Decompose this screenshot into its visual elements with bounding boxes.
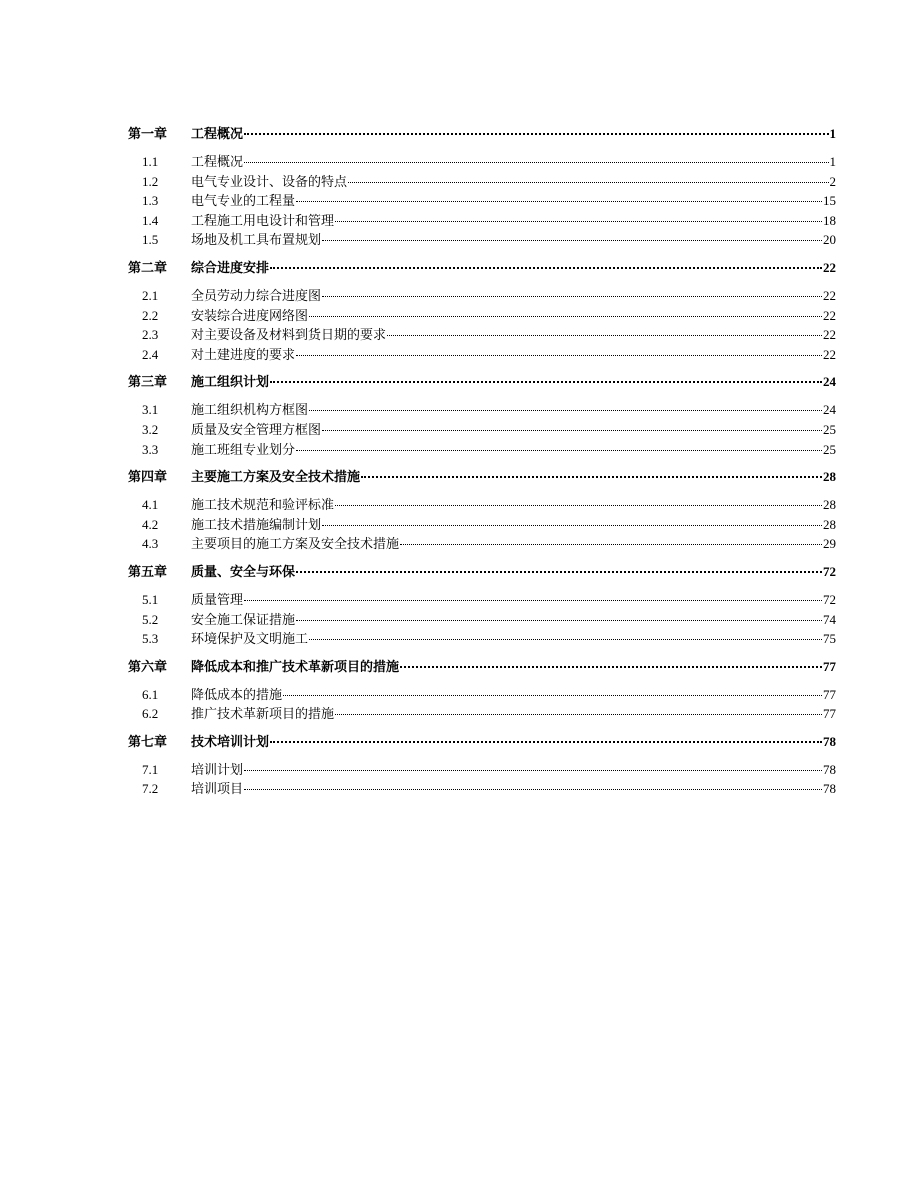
section-title: 对主要设备及材料到货日期的要求 <box>191 328 387 344</box>
page-number: 77 <box>823 706 836 722</box>
page-number: 75 <box>823 631 836 647</box>
page-number: 22 <box>823 346 836 362</box>
toc-section-entry[interactable] <box>128 399 836 419</box>
toc-section-entry[interactable] <box>128 190 836 210</box>
dot-leader <box>387 335 822 336</box>
dot-leader <box>348 182 828 183</box>
toc-section-entry[interactable] <box>128 684 836 704</box>
dot-leader <box>244 133 828 135</box>
page-number: 24 <box>823 374 836 390</box>
dot-leader <box>296 201 822 202</box>
chapter-number: 第二章 <box>128 260 168 276</box>
section-title: 施工技术规范和验评标准 <box>191 498 335 514</box>
section-number: 1.3 <box>142 193 159 209</box>
section-title: 对土建进度的要求 <box>191 347 296 363</box>
section-title: 工程概况 <box>191 155 244 170</box>
page-number: 2 <box>829 173 836 189</box>
toc-section-entry[interactable] <box>128 210 836 230</box>
section-number: 4.1 <box>142 497 159 513</box>
dot-leader <box>335 221 822 222</box>
dot-leader <box>270 267 822 269</box>
dot-leader <box>335 505 822 506</box>
toc-section-entry[interactable] <box>128 324 836 344</box>
page-number: 78 <box>823 781 836 797</box>
dot-leader <box>400 544 822 545</box>
page-number: 15 <box>823 193 836 209</box>
section-title: 安装综合进度网络图 <box>191 308 309 324</box>
page-number: 77 <box>823 686 836 702</box>
dot-leader <box>322 240 822 241</box>
toc-section-entry[interactable] <box>128 171 836 191</box>
chapter-title: 主要施工方案及安全技术措施 <box>191 470 361 486</box>
dot-leader <box>296 355 822 356</box>
section-number: 5.2 <box>142 611 159 627</box>
section-title: 场地及机工具布置规划 <box>191 233 322 249</box>
page-number: 22 <box>823 307 836 323</box>
toc-section-entry[interactable] <box>128 533 836 553</box>
page-number: 20 <box>823 232 836 248</box>
page-number: 25 <box>823 441 836 457</box>
section-number: 6.2 <box>142 706 159 722</box>
toc-chapter-entry[interactable] <box>128 257 836 279</box>
page-number: 28 <box>823 516 836 532</box>
section-number: 2.1 <box>142 287 159 303</box>
toc-section-entry[interactable] <box>128 285 836 305</box>
page-number: 22 <box>823 327 836 343</box>
toc-section-entry[interactable] <box>128 344 836 364</box>
chapter-number: 第七章 <box>128 734 168 750</box>
dot-leader <box>322 525 822 526</box>
toc-section-entry[interactable] <box>128 628 836 648</box>
toc-chapter-entry[interactable] <box>128 466 836 488</box>
toc-section-entry[interactable] <box>128 305 836 325</box>
page-number: 78 <box>823 761 836 777</box>
page-number: 29 <box>823 536 836 552</box>
toc-chapter-entry[interactable] <box>128 656 836 678</box>
dot-leader <box>244 600 822 601</box>
section-number: 7.2 <box>142 781 159 797</box>
section-number: 3.3 <box>142 441 159 457</box>
page-number: 18 <box>823 212 836 228</box>
dot-leader <box>361 476 822 478</box>
toc-section-entry[interactable] <box>128 778 836 798</box>
page-number: 77 <box>823 658 836 674</box>
page-number: 22 <box>823 287 836 303</box>
section-title: 施工技术措施编制计划 <box>191 517 322 533</box>
page-number: 72 <box>823 591 836 607</box>
table-of-contents <box>128 123 836 798</box>
chapter-number: 第一章 <box>128 127 168 142</box>
dot-leader <box>309 410 822 411</box>
dot-leader <box>400 666 822 668</box>
section-number: 4.3 <box>142 536 159 552</box>
dot-leader <box>244 162 828 163</box>
toc-section-entry[interactable] <box>128 229 836 249</box>
section-title: 施工班组专业划分 <box>191 442 296 458</box>
section-title: 电气专业的工程量 <box>191 194 296 210</box>
dot-leader <box>296 571 822 573</box>
dot-leader <box>322 430 822 431</box>
toc-section-entry[interactable] <box>128 703 836 723</box>
chapter-title: 质量、安全与环保 <box>191 564 296 580</box>
section-title: 质量及安全管理方框图 <box>191 422 322 438</box>
page-number: 1 <box>829 154 836 169</box>
toc-chapter-entry[interactable] <box>128 731 836 753</box>
section-number: 4.2 <box>142 516 159 532</box>
toc-section-entry[interactable] <box>128 439 836 459</box>
section-number: 3.1 <box>142 402 159 418</box>
section-number: 2.3 <box>142 327 159 343</box>
toc-section-entry[interactable] <box>128 514 836 534</box>
chapter-title: 降低成本和推广技术革新项目的措施 <box>191 659 400 675</box>
section-title: 培训项目 <box>191 782 244 798</box>
chapter-number: 第四章 <box>128 470 168 486</box>
dot-leader <box>270 741 822 743</box>
page-number: 78 <box>823 733 836 749</box>
section-number: 5.3 <box>142 631 159 647</box>
dot-leader <box>296 620 822 621</box>
section-number: 5.1 <box>142 591 159 607</box>
page-number: 28 <box>823 469 836 485</box>
chapter-title: 综合进度安排 <box>191 260 270 276</box>
chapter-title: 技术培训计划 <box>191 734 270 750</box>
toc-section-entry[interactable] <box>128 589 836 609</box>
toc-chapter-entry[interactable] <box>128 561 836 583</box>
section-number: 7.1 <box>142 761 159 777</box>
dot-leader <box>309 639 822 640</box>
chapter-title: 施工组织计划 <box>191 375 270 391</box>
page-number: 25 <box>823 421 836 437</box>
dot-leader <box>270 381 822 383</box>
section-title: 推广技术革新项目的措施 <box>191 707 335 723</box>
page-number: 28 <box>823 497 836 513</box>
section-number: 2.4 <box>142 346 159 362</box>
section-number: 1.5 <box>142 232 159 248</box>
dot-leader <box>335 714 822 715</box>
toc-section-entry[interactable] <box>128 151 836 171</box>
chapter-number: 第六章 <box>128 659 168 675</box>
page-number: 22 <box>823 259 836 275</box>
dot-leader <box>244 770 822 771</box>
section-number: 2.2 <box>142 307 159 323</box>
section-title: 施工组织机构方框图 <box>191 403 309 419</box>
toc-section-entry[interactable] <box>128 494 836 514</box>
chapter-number: 第五章 <box>128 564 168 580</box>
section-number: 1.1 <box>142 154 159 169</box>
section-title: 主要项目的施工方案及安全技术措施 <box>191 537 400 553</box>
section-number: 1.2 <box>142 173 159 189</box>
chapter-title: 工程概况 <box>191 127 244 142</box>
toc-chapter-entry[interactable] <box>128 123 836 145</box>
chapter-number: 第三章 <box>128 375 168 391</box>
page-number: 24 <box>823 402 836 418</box>
section-title: 工程施工用电设计和管理 <box>191 213 335 229</box>
dot-leader <box>244 789 822 790</box>
page-number: 1 <box>829 126 836 141</box>
section-title: 安全施工保证措施 <box>191 612 296 628</box>
page-number: 72 <box>823 563 836 579</box>
dot-leader <box>296 450 822 451</box>
section-title: 环境保护及文明施工 <box>191 632 309 648</box>
dot-leader <box>283 695 822 696</box>
toc-section-entry[interactable] <box>128 419 836 439</box>
section-title: 培训计划 <box>191 762 244 778</box>
page-number: 74 <box>823 611 836 627</box>
section-title: 电气专业设计、设备的特点 <box>191 174 348 190</box>
toc-chapter-entry[interactable] <box>128 371 836 393</box>
section-title: 质量管理 <box>191 592 244 608</box>
dot-leader <box>322 296 822 297</box>
toc-section-entry[interactable] <box>128 609 836 629</box>
toc-section-entry[interactable] <box>128 759 836 779</box>
section-number: 1.4 <box>142 212 159 228</box>
section-title: 全员劳动力综合进度图 <box>191 288 322 304</box>
section-number: 3.2 <box>142 421 159 437</box>
section-title: 降低成本的措施 <box>191 687 283 703</box>
dot-leader <box>309 316 822 317</box>
section-number: 6.1 <box>142 686 159 702</box>
